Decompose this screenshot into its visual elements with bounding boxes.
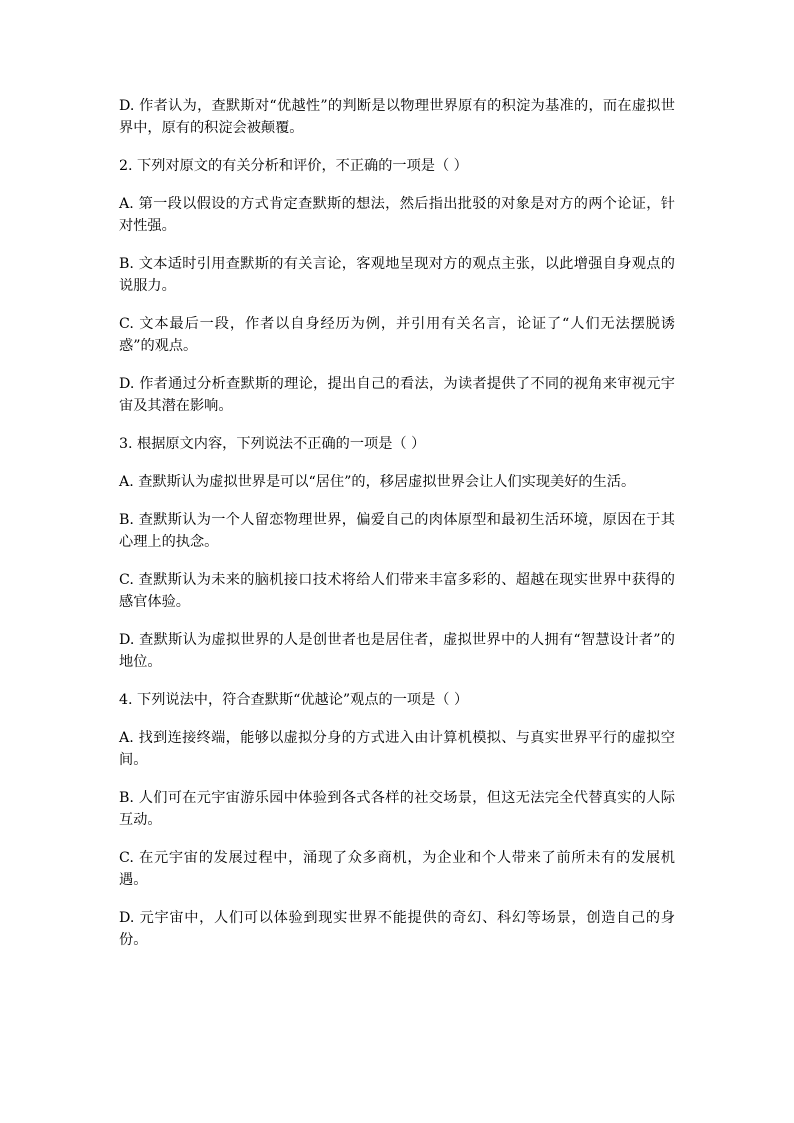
question-3: 3. 根据原文内容，下列说法不正确的一项是（ ） <box>119 436 426 452</box>
option-b-q3: B. 查默斯认为一个人留恋物理世界，偏爱自己的肉体原型和最初生活环境，原因在于其心理上的执念。 <box>119 512 675 550</box>
option-d-q4: D. 元宇宙中，人们可以体验到现实世界不能提供的奇幻、科幻等场景，创造自己的身份。 <box>119 910 675 948</box>
option-c-q4: C. 在元宇宙的发展过程中，涌现了众多商机，为企业和个人带来了前所未有的发展机遇。 <box>119 850 675 888</box>
document-body <box>119 95 675 967</box>
option-b-q4: B. 人们可在元宇宙游乐园中体验到各式各样的社交场景，但这无法完全代替真实的人际互动。 <box>119 790 675 828</box>
question-2: 2. 下列对原文的有关分析和评价，不正确的一项是（ ） <box>119 158 468 174</box>
option-d-q3: D. 查默斯认为虚拟世界的人是创世者也是居住者，虚拟世界中的人拥有“智慧设计者”的地位。 <box>119 632 675 670</box>
option-b-q2: B. 文本适时引用查默斯的有关言论，客观地呈现对方的观点主张，以此增强自身观点的说服力。 <box>119 256 675 294</box>
option-d-q1: D. 作者认为，查默斯对“优越性”的判断是以物理世界原有的积淀为基准的，而在虚拟世界中，原有的积淀会被颠覆。 <box>119 98 675 136</box>
option-d-q2: D. 作者通过分析查默斯的理论，提出自己的看法，为读者提供了不同的视角来审视元宇宙及其潜在影响。 <box>119 376 675 414</box>
option-a-q2: A. 第一段以假设的方式肯定查默斯的想法，然后指出批驳的对象是对方的两个论证，针对性强。 <box>119 196 675 234</box>
question-4: 4. 下列说法中，符合查默斯“优越论”观点的一项是（ ） <box>119 692 469 708</box>
option-c-q3: C. 查默斯认为未来的脑机接口技术将给人们带来丰富多彩的、超越在现实世界中获得的感官体验。 <box>119 572 675 610</box>
option-a-q3: A. 查默斯认为虚拟世界是可以“居住”的，移居虚拟世界会让人们实现美好的生活。 <box>119 474 636 490</box>
option-c-q2: C. 文本最后一段，作者以自身经历为例，并引用有关名言，论证了“人们无法摆脱诱惑”的观点。 <box>119 316 675 354</box>
option-a-q4: A. 找到连接终端，能够以虚拟分身的方式进入由计算机模拟、与真实世界平行的虚拟空间。 <box>119 730 675 768</box>
